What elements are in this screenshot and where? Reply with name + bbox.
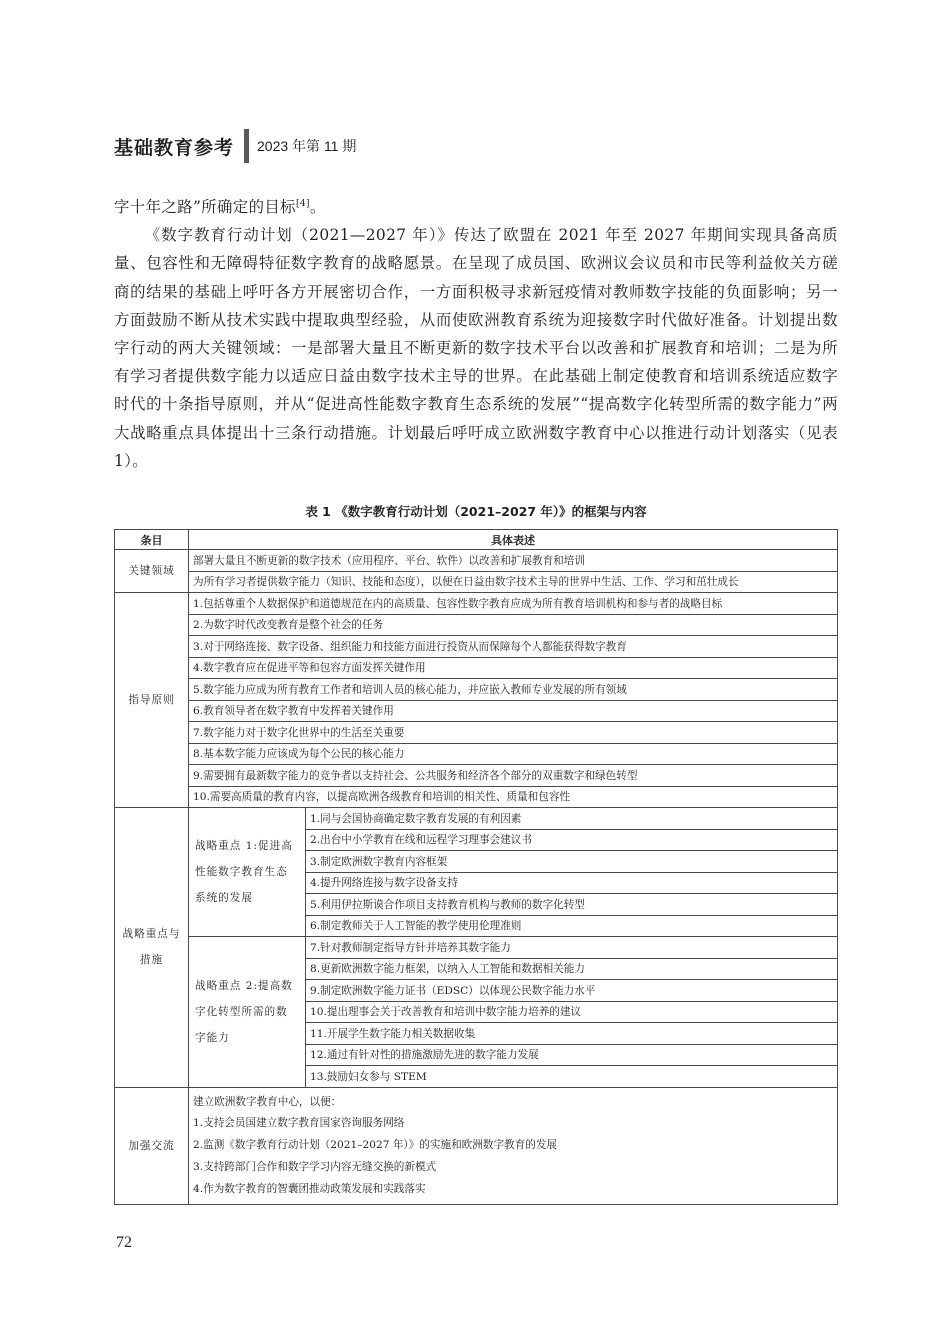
header-divider-bar bbox=[244, 129, 249, 163]
exchange-line: 3.支持跨部门合作和数字学习内容无缝交换的新模式 bbox=[193, 1160, 437, 1173]
table-row bbox=[115, 636, 838, 658]
table-cell: 2.为数字时代改变教育是整个社会的任务 bbox=[189, 614, 838, 636]
category-principles: 指导原则 bbox=[115, 593, 189, 808]
table-cell: 6.制定教师关于人工智能的教学使用伦理准则 bbox=[306, 915, 838, 937]
table-cell: 9.制定欧洲数字能力证书（EDSC）以体现公民数字能力水平 bbox=[306, 980, 838, 1002]
table-cell: 11.开展学生数字能力相关数据收集 bbox=[306, 1023, 838, 1045]
exchange-cell bbox=[189, 1087, 838, 1205]
running-header bbox=[114, 128, 356, 164]
table-cell: 5.数字能力应成为所有教育工作者和培训人员的核心能力，并应嵌入教师专业发展的所有领域 bbox=[189, 679, 838, 701]
table-cell: 3.制定欧洲数字教育内容框架 bbox=[306, 851, 838, 873]
table-cell: 1.包括尊重个人数据保护和道德规范在内的高质量、包容性数字教育应成为所有教育培训机构和参与者的战略目标 bbox=[189, 593, 838, 615]
header-description: 具体表述 bbox=[189, 530, 838, 550]
table-row bbox=[115, 593, 838, 615]
table-row bbox=[115, 700, 838, 722]
header-item: 条目 bbox=[115, 530, 189, 550]
table-row bbox=[115, 1087, 838, 1205]
table-cell: 8.基本数字能力应该成为每个公民的核心能力 bbox=[189, 743, 838, 765]
exchange-line: 建立欧洲数字教育中心，以便： bbox=[193, 1095, 342, 1108]
table-header-row bbox=[115, 530, 838, 550]
table-cell: 9.需要拥有最新数字能力的竞争者以支持社会、公共服务和经济各个部分的双重数字和绿色转型 bbox=[189, 765, 838, 787]
exchange-line: 2.监测《数字教育行动计划（2021–2027 年）》的实施和欧洲数字教育的发展 bbox=[193, 1139, 558, 1152]
table-cell: 8.更新欧洲数字能力框架，以纳入人工智能和数据相关能力 bbox=[306, 958, 838, 980]
article-body bbox=[114, 193, 838, 475]
table-cell: 7.数字能力对于数字化世界中的生活至关重要 bbox=[189, 722, 838, 744]
table-cell: 10.需要高质量的教育内容，以提高欧洲各级教育和培训的相关性、质量和包容性 bbox=[189, 786, 838, 808]
table-cell: 12.通过有针对性的措施激励先进的数字能力发展 bbox=[306, 1044, 838, 1066]
table-cell: 2.出台中小学教育在线和远程学习理事会建议书 bbox=[306, 829, 838, 851]
priority-1-label: 战略重点 1:促进高性能数字教育生态系统的发展 bbox=[189, 808, 306, 937]
category-priorities: 战略重点与措施 bbox=[115, 808, 189, 1088]
table-row bbox=[115, 614, 838, 636]
table-row bbox=[115, 657, 838, 679]
category-exchange: 加强交流 bbox=[115, 1087, 189, 1205]
table-cell: 3.对于网络连接、数字设备、组织能力和技能方面进行投资从而保障每个人都能获得数字教育 bbox=[189, 636, 838, 658]
table-row bbox=[115, 808, 838, 830]
table-row bbox=[115, 743, 838, 765]
paragraph-plan-overview: 《数字教育行动计划（2021—2027 年）》传达了欧盟在 2021 年至 2027 年期间实现具备高质量、包容性和无障碍特征数字教育的战略愿景。在呈现了成员国、欧洲议会议员和市民等利益攸关方磋商的结果的基础上呼吁各方开展密切合作，一方面积极寻求新冠疫情对教师数字技能的负面影响；另一方面鼓励不断从技术实践中提取典型经验，从而使欧洲教育系统为迎接数字时代做好准备。计划提出数字行动的两大关键领域：一是部署大量且不断更新的数字技术平台以改善和扩展教育和培训；二是为所有学习者提供数字能力以适应日益由数字技术主导的世界。在此基础上制定使教育和培训系统适应数字时代的十条指导原则，并从“促进高性能数字教育生态系统的发展”“提高数字化转型所需的数字能力”两大战略重点具体提出十三条行动措施。计划最后呼吁成立欧洲数字教育中心以推进行动计划落实（见表 1）。 bbox=[114, 226, 838, 470]
reference-marker: [4] bbox=[295, 198, 310, 209]
table-row bbox=[115, 786, 838, 808]
table-row bbox=[115, 765, 838, 787]
page-number: 72 bbox=[116, 1234, 132, 1251]
table-cell: 7.针对教师制定指导方针并培养其数字能力 bbox=[306, 937, 838, 959]
exchange-line: 1.支持会员国建立数字教育国家咨询服务网络 bbox=[193, 1117, 405, 1130]
table-row bbox=[115, 679, 838, 701]
framework-table bbox=[114, 529, 838, 1205]
priority-2-label: 战略重点 2:提高数字化转型所需的数字能力 bbox=[189, 937, 306, 1088]
table-cell: 4.提升网络连接与数字设备支持 bbox=[306, 872, 838, 894]
table-cell: 部署大量且不断更新的数字技术（应用程序、平台、软件）以改善和扩展教育和培训 bbox=[189, 550, 838, 572]
table-cell: 4.数字教育应在促进平等和包容方面发挥关键作用 bbox=[189, 657, 838, 679]
table-cell: 1.同与会国协商确定数字教育发展的有利因素 bbox=[306, 808, 838, 830]
table-cell: 5.利用伊拉斯谟合作项目支持教育机构与教师的数字化转型 bbox=[306, 894, 838, 916]
table-row bbox=[115, 571, 838, 593]
journal-title: 基础教育参考 bbox=[114, 136, 235, 159]
table-cell: 为所有学习者提供数字能力（知识、技能和态度），以便在日益由数字技术主导的世界中生活、工作、学习和茁壮成长 bbox=[189, 571, 838, 593]
issue-label: 2023 年第 11 期 bbox=[257, 138, 357, 154]
category-key-areas: 关键领域 bbox=[115, 550, 189, 593]
exchange-line: 4.作为数字教育的智囊团推动政策发展和实践落实 bbox=[193, 1182, 426, 1195]
table-row bbox=[115, 722, 838, 744]
table-cell: 13.鼓励妇女参与 STEM bbox=[306, 1066, 838, 1088]
table-row bbox=[115, 937, 838, 959]
table-cell: 6.教育领导者在数字教育中发挥着关键作用 bbox=[189, 700, 838, 722]
paragraph-continued: 字十年之路”所确定的目标[4]。 bbox=[114, 198, 326, 216]
table-row bbox=[115, 550, 838, 572]
table-cell: 10.提出理事会关于改善教育和培训中数字能力培养的建议 bbox=[306, 1001, 838, 1023]
table-caption: 表 1 《数字教育行动计划（2021–2027 年）》的框架与内容 bbox=[305, 504, 647, 519]
